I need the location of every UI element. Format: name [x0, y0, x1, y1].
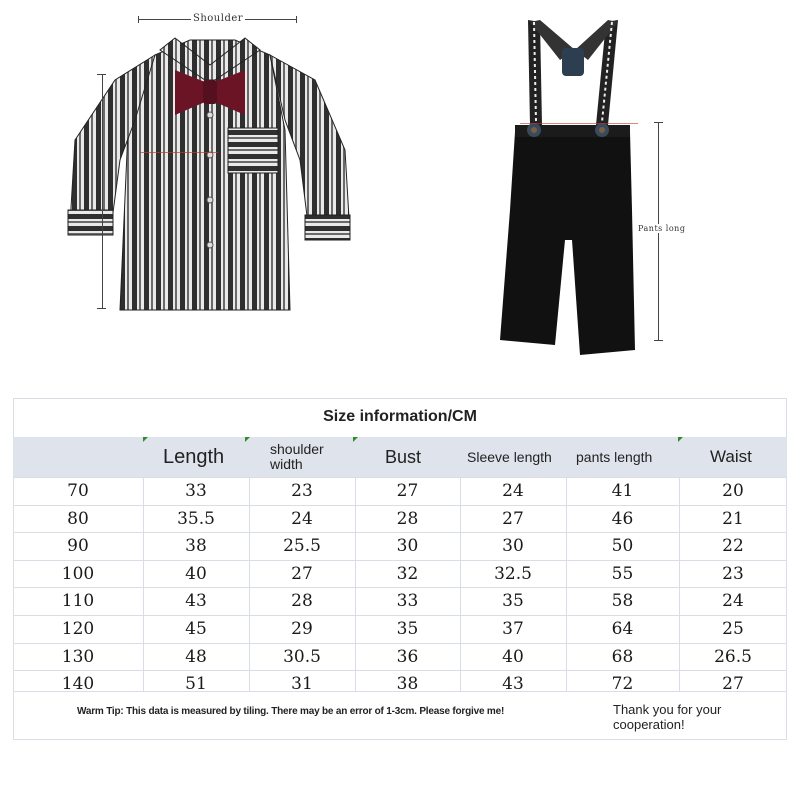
pants-measure-tick: [654, 122, 663, 123]
table-cell: 33: [185, 481, 207, 501]
table-cell: 35.5: [177, 508, 215, 529]
table-cell: 37: [502, 618, 524, 639]
table-row: [13, 587, 787, 615]
length-measure-tick: [97, 74, 106, 75]
waist-measure-line: [520, 123, 638, 124]
shirt-drawing: [60, 10, 360, 330]
table-row: [13, 615, 787, 643]
table-cell: 30: [396, 536, 419, 557]
table-cell: 33: [396, 591, 419, 612]
header-pants-length: pants length: [576, 449, 653, 465]
table-row: [13, 477, 787, 505]
table-cell: 55: [611, 563, 634, 584]
table-cell: 43: [502, 674, 524, 695]
table-cell: 32.5: [494, 563, 532, 584]
size-cell: 90: [67, 536, 89, 557]
pants-measure-tick: [654, 340, 663, 341]
table-cell: 64: [611, 618, 634, 639]
table-cell: 27: [291, 563, 313, 584]
length-measure-tick: [97, 308, 106, 309]
table-cell: 45: [185, 618, 207, 639]
table-cell: 41: [611, 481, 634, 501]
table-cell: 22: [722, 536, 744, 557]
header-sleeve-length: Sleeve length: [467, 449, 552, 465]
header-bust: Bust: [385, 446, 422, 467]
table-cell: 35: [502, 591, 524, 612]
table-cell: 29: [291, 618, 313, 639]
table-cell: 28: [396, 508, 419, 529]
table-cell: 25.5: [283, 536, 321, 557]
table-cell: 26.5: [714, 646, 752, 667]
size-cell: 100: [61, 563, 95, 584]
warm-tip-text: Warm Tip: This data is measured by tiling. There may be an error of 1-3cm. Please forgive me!: [77, 706, 505, 717]
size-cell: 80: [67, 508, 89, 529]
table-cell: 21: [722, 508, 744, 529]
length-measure-line: [102, 74, 103, 308]
table-cell: 58: [611, 591, 634, 612]
table-cell: 72: [611, 674, 634, 695]
table-row: [13, 532, 787, 560]
size-cell: 70: [67, 481, 89, 501]
table-cell: 38: [396, 674, 419, 695]
table-cell: 40: [502, 646, 524, 667]
bust-measure-line: [140, 152, 218, 153]
marker-icon: [143, 437, 148, 442]
thanks-text: Thank you for your cooperation!: [613, 702, 722, 732]
size-cell: 140: [61, 674, 95, 695]
table-cell: 25: [722, 618, 744, 639]
shoulder-label: Shoulder: [193, 13, 244, 24]
table-cell: 46: [611, 508, 634, 529]
table-cell: 31: [291, 674, 313, 695]
size-cell: 120: [61, 618, 95, 639]
table-cell: 23: [722, 563, 744, 584]
shoulder-measure-tick: [138, 16, 139, 23]
size-cell: 110: [61, 591, 95, 612]
table-row: [13, 643, 787, 671]
table-cell: 27: [396, 481, 419, 501]
table-cell: 36: [396, 646, 419, 667]
table-row: [13, 560, 787, 588]
table-cell: 43: [185, 591, 207, 612]
table-cell: 28: [291, 591, 313, 612]
table-cell: 24: [722, 591, 744, 612]
header-waist: Waist: [710, 447, 752, 466]
table-title: Size information/CM: [323, 408, 477, 425]
header-length: Length: [163, 445, 225, 468]
table-cell: 32: [396, 563, 419, 584]
table-cell: 30.5: [283, 646, 321, 667]
table-body: [13, 477, 787, 698]
pants-drawing: [480, 10, 700, 355]
pants-image: [480, 10, 700, 355]
table-cell: 35: [396, 618, 419, 639]
size-table: [13, 398, 787, 740]
shirt-image: [60, 10, 360, 330]
table-title-row: [13, 398, 787, 436]
table-cell: 27: [502, 508, 524, 529]
table-footer: [13, 691, 787, 740]
table-cell: 38: [185, 536, 207, 557]
table-header-row: [13, 437, 787, 477]
table-cell: 23: [291, 481, 313, 501]
table-row: [13, 505, 787, 533]
table-cell: 51: [185, 674, 207, 695]
table-cell: 24: [291, 508, 313, 529]
size-cell: 130: [61, 646, 95, 667]
table-cell: 50: [611, 536, 634, 557]
table-cell: 30: [502, 536, 524, 557]
pants-long-label: Pants long: [638, 224, 686, 233]
table-cell: 40: [185, 563, 207, 584]
shoulder-measure-tick: [296, 16, 297, 23]
table-cell: 27: [722, 674, 744, 695]
table-cell: 48: [185, 646, 207, 667]
table-cell: 24: [502, 481, 524, 501]
table-cell: 20: [722, 481, 744, 501]
header-shoulder-width: shoulder width: [270, 441, 324, 472]
table-cell: 68: [611, 646, 634, 667]
